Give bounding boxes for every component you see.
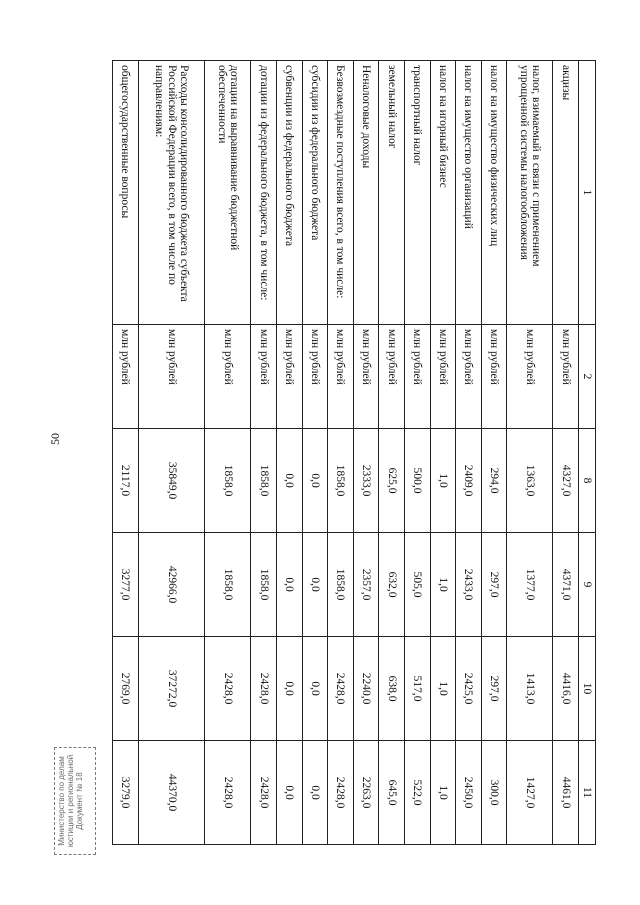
row-unit: млн рублей — [353, 325, 379, 429]
row-value: 0,0 — [302, 429, 328, 533]
row-value: 35849,0 — [138, 429, 205, 533]
row-name: налог на имущество физических лиц — [481, 61, 507, 325]
stamp-line: Министерство по делам — [57, 756, 66, 846]
row-value: 645,0 — [379, 741, 405, 845]
table-row — [507, 61, 553, 845]
table-row — [430, 61, 456, 845]
table-row — [276, 61, 302, 845]
row-value: 4461,0 — [553, 741, 579, 845]
row-value: 1858,0 — [205, 429, 251, 533]
header-cell: 10 — [579, 637, 596, 741]
stamp-line: Документ № 18 — [75, 772, 85, 830]
row-value: 1427,0 — [507, 741, 553, 845]
row-name: земельный налог — [379, 61, 405, 325]
row-unit: млн рублей — [404, 325, 430, 429]
row-name: дотации из федерального бюджета, в том числе: — [251, 61, 277, 325]
row-value: 1858,0 — [251, 429, 277, 533]
row-value: 1858,0 — [251, 533, 277, 637]
table-row — [302, 61, 328, 845]
row-value: 0,0 — [302, 637, 328, 741]
row-value: 2240,0 — [353, 637, 379, 741]
row-name: транспортный налог — [404, 61, 430, 325]
row-unit: млн рублей — [456, 325, 482, 429]
row-value: 632,0 — [379, 533, 405, 637]
row-value: 297,0 — [481, 637, 507, 741]
row-value: 2428,0 — [251, 637, 277, 741]
row-value: 2433,0 — [456, 533, 482, 637]
budget-table-container — [112, 60, 596, 844]
row-value: 0,0 — [276, 533, 302, 637]
row-unit: млн рублей — [430, 325, 456, 429]
row-value: 0,0 — [276, 741, 302, 845]
header-cell: 1 — [579, 61, 596, 325]
row-name: акцизы — [553, 61, 579, 325]
row-value: 1858,0 — [205, 533, 251, 637]
row-unit: млн рублей — [507, 325, 553, 429]
row-value: 1858,0 — [328, 429, 354, 533]
row-value: 4371,0 — [553, 533, 579, 637]
row-value: 0,0 — [302, 533, 328, 637]
row-value: 1,0 — [430, 533, 456, 637]
row-value: 3277,0 — [113, 533, 139, 637]
row-unit: млн рублей — [302, 325, 328, 429]
row-value: 2333,0 — [353, 429, 379, 533]
row-value: 2428,0 — [205, 741, 251, 845]
row-value: 44370,0 — [138, 741, 205, 845]
header-cell: 2 — [579, 325, 596, 429]
table-row — [379, 61, 405, 845]
row-unit: млн рублей — [276, 325, 302, 429]
row-value: 2450,0 — [456, 741, 482, 845]
row-value: 1377,0 — [507, 533, 553, 637]
row-value: 2357,0 — [353, 533, 379, 637]
page-number: 50 — [48, 433, 62, 445]
row-unit: млн рублей — [553, 325, 579, 429]
row-name: субсидии из федерального бюджета — [302, 61, 328, 325]
header-row — [579, 61, 596, 845]
row-unit: млн рублей — [481, 325, 507, 429]
row-name: Неналоговые доходы — [353, 61, 379, 325]
row-value: 2428,0 — [205, 637, 251, 741]
row-value: 1,0 — [430, 741, 456, 845]
row-value: 0,0 — [302, 741, 328, 845]
row-value: 2428,0 — [251, 741, 277, 845]
table-row — [553, 61, 579, 845]
header-cell: 11 — [579, 741, 596, 845]
row-unit: млн рублей — [113, 325, 139, 429]
row-unit: млн рублей — [251, 325, 277, 429]
table-row — [113, 61, 139, 845]
row-value: 297,0 — [481, 533, 507, 637]
row-name: налог, взимаемый в связи с применением упрощенной системы налогообложения — [507, 61, 553, 325]
header-cell: 9 — [579, 533, 596, 637]
row-name: Безвозмездные поступления всего, в том числе: — [328, 61, 354, 325]
row-value: 1858,0 — [328, 533, 354, 637]
table-row — [353, 61, 379, 845]
table-row — [328, 61, 354, 845]
row-value: 2428,0 — [328, 637, 354, 741]
table-row — [251, 61, 277, 845]
header-cell: 8 — [579, 429, 596, 533]
row-value: 2409,0 — [456, 429, 482, 533]
row-name: дотации на выравнивание бюджетной обеспеченности — [205, 61, 251, 325]
row-value: 300,0 — [481, 741, 507, 845]
row-value: 0,0 — [276, 637, 302, 741]
table-row — [404, 61, 430, 845]
row-value: 1363,0 — [507, 429, 553, 533]
table-row — [456, 61, 482, 845]
row-value: 37272,0 — [138, 637, 205, 741]
row-unit: млн рублей — [328, 325, 354, 429]
row-name: Расходы консолидированного бюджета субъекта Российской Федерации всего, в том числе по направлениям: — [138, 61, 205, 325]
row-value: 500,0 — [404, 429, 430, 533]
row-value: 638,0 — [379, 637, 405, 741]
row-value: 42966,0 — [138, 533, 205, 637]
row-value: 4327,0 — [553, 429, 579, 533]
budget-table — [112, 60, 596, 845]
row-value: 294,0 — [481, 429, 507, 533]
row-value: 1,0 — [430, 429, 456, 533]
row-value: 505,0 — [404, 533, 430, 637]
row-name: налог на имущество организаций — [456, 61, 482, 325]
row-value: 4416,0 — [553, 637, 579, 741]
row-value: 2263,0 — [353, 741, 379, 845]
row-value: 3279,0 — [113, 741, 139, 845]
row-unit: млн рублей — [138, 325, 205, 429]
registration-stamp — [54, 747, 96, 855]
row-value: 522,0 — [404, 741, 430, 845]
row-value: 517,0 — [404, 637, 430, 741]
row-value: 2769,0 — [113, 637, 139, 741]
row-value: 2425,0 — [456, 637, 482, 741]
row-value: 0,0 — [276, 429, 302, 533]
row-name: субвенции из федерального бюджета — [276, 61, 302, 325]
row-name: общегосударственные вопросы — [113, 61, 139, 325]
row-unit: млн рублей — [379, 325, 405, 429]
row-name: налог на игорный бизнес — [430, 61, 456, 325]
table-row — [205, 61, 251, 845]
row-unit: млн рублей — [205, 325, 251, 429]
stamp-line: юстиции и региональной — [66, 754, 76, 848]
row-value: 2117,0 — [113, 429, 139, 533]
table-row — [481, 61, 507, 845]
row-value: 1,0 — [430, 637, 456, 741]
row-value: 1413,0 — [507, 637, 553, 741]
row-value: 625,0 — [379, 429, 405, 533]
row-value: 2428,0 — [328, 741, 354, 845]
table-row — [138, 61, 205, 845]
